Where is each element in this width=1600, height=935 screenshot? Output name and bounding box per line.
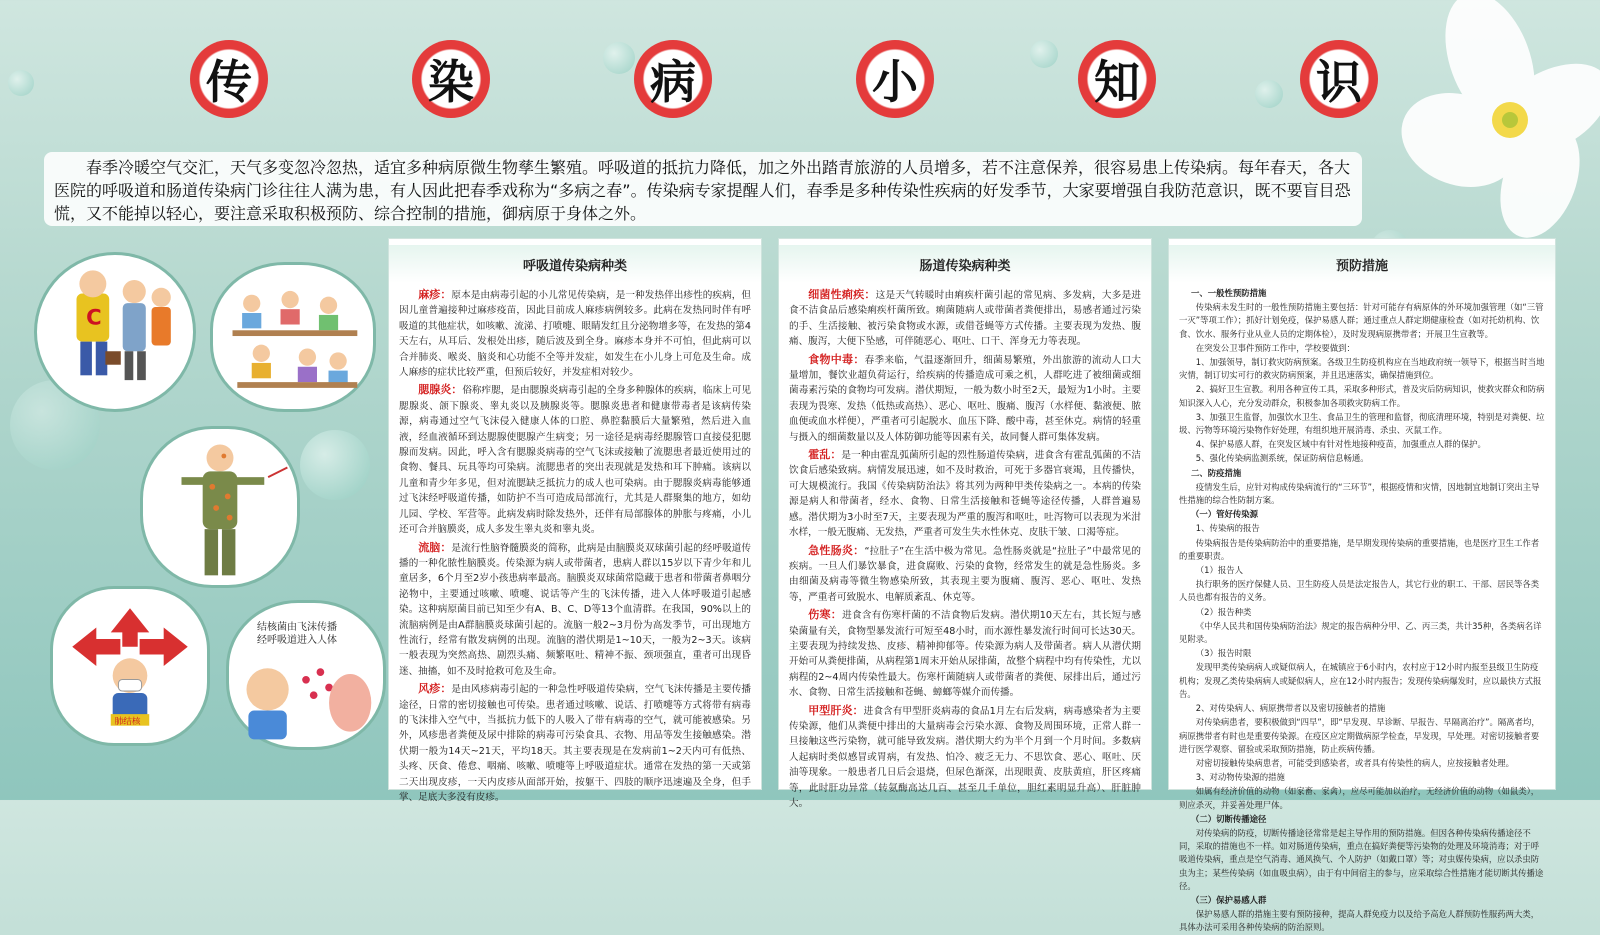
prevention-item: 2、搞好卫生宣教。利用各种宣传工具，采取多种形式，普及灾后防病知识，使救灾群众和防病知识深入人心，充分发动群众，积极参加各项救灾防病工作。 bbox=[1179, 384, 1545, 408]
disease-description: 这是天气转暖时由痢疾杆菌引起的常见病、多发病，大多是进食不洁食品后感染痢疾杆菌所致。痢菌随病人或带菌者粪便排出，易感者通过污染的手、生活接触、被污染食物或水源，或借苍蝇等方式传播。主要表现为发热、腹痛、腹泻，大便下坠感，可伴随恶心、呕吐、口干、浑身无力等表现。 bbox=[789, 290, 1142, 348]
disease-section bbox=[789, 703, 1141, 812]
flower-decoration bbox=[1340, 0, 1600, 260]
prevention-item: 3、加强卫生监督，加强饮水卫生、食品卫生的管理和监督，彻底清理环境，特别是对粪便、垃圾、污物等环境污染物作好处理，有组织地开展消毒、杀虫、灭鼠工作。 bbox=[1179, 411, 1545, 436]
disease-name: 风疹： bbox=[418, 682, 452, 696]
disease-section bbox=[789, 287, 1141, 350]
illustration-tb-transmission bbox=[226, 600, 386, 750]
panel-respiratory bbox=[388, 238, 762, 803]
prevention-item: 1、加强领导，制订救灾防病预案。各级卫生防疫机构应在当地政府统一领导下，根据当时当地灾情，制订切实可行的救灾防病预案，并且迅速落实，确保措施到位。 bbox=[1179, 357, 1545, 381]
prevention-item: 执行职务的医疗保健人员、卫生防疫人员是法定报告人，其它行业的职工、干部、居民等各类人员也都有报告的义务。 bbox=[1179, 579, 1540, 603]
disease-section bbox=[789, 543, 1141, 606]
panel-title: 肠道传染病种类 bbox=[779, 245, 1151, 283]
disease-description: 春季来临，气温逐渐回升，细菌易繁殖，外出旅游的流动人口大量增加，餐饮业超负荷运行，给疾病的传播造成可乘之机，人群吃进了被细菌或细菌毒素污染的食物均可发病。潜伏期短，一般为数小时至2天，最短为1小时。主要表现为畏寒、发热（低热或高热）、恶心、呕吐、腹痛、腹泻（水样便、黏液便、脓血便或血水样便），严重者可引起脱水、血压下降、酸中毒，甚至休克。病情的轻重与摄入的细菌数量以及人体防御功能等因素有关，故同餐人群可集体发病。 bbox=[789, 354, 1142, 443]
prevention-item: 在突发公卫事件预防工作中，学校要做到： bbox=[1195, 342, 1355, 353]
prevention-item: （一）管好传染源 bbox=[1191, 509, 1258, 520]
board-title bbox=[150, 40, 1430, 120]
title-char: 传 bbox=[190, 40, 268, 118]
prevention-item: 传染病报告是传染病防治中的重要措施，是早期发现传染病的重要措施，也是医疗卫生工作者的重要职责。 bbox=[1179, 537, 1540, 561]
disease-description: 原本是由病毒引起的小儿常见传染病，是一种发热伴出疹性的疾病，但因儿童普遍接种过麻疹疫苗，因此目前成人麻疹病例较多。此病在发热同时伴有呼吸道的其他症状，如咳嗽、流涕、打喷嚏、眼睛发红且分泌物增多等，在发热的第4天左右，从耳后、发根处出疹，随后波及到全身。麻疹本身并不可怕，但此病可以合并肺炎、喉炎、脑炎和心功能不全等并发症，如发生在小儿身上可危及生命。成人麻疹的症状比较严重，但预后较好，并发症相对较少。 bbox=[399, 290, 751, 379]
disease-name: 伤寒： bbox=[808, 608, 843, 622]
disease-section bbox=[399, 540, 751, 680]
disease-name: 流脑： bbox=[418, 540, 452, 554]
disease-section bbox=[789, 352, 1141, 445]
prevention-item: 疫情发生后，应针对构成传染病流行的“三环节”，根据疫情和灾情，因地制宜地制订突出主导性措施的综合性防制方案。 bbox=[1179, 481, 1540, 506]
decor-bubble bbox=[300, 430, 370, 500]
panel-intestinal bbox=[778, 238, 1152, 809]
panel-title: 预防措施 bbox=[1169, 245, 1555, 283]
pill-label: 肺结核 bbox=[114, 716, 141, 727]
disease-section bbox=[399, 382, 751, 537]
disease-name: 腮腺炎： bbox=[418, 383, 463, 397]
panel-body bbox=[399, 287, 751, 805]
prevention-item: 一、一般性预防措施 bbox=[1191, 288, 1267, 298]
prevention-item: 如属有经济价值的动物（如家畜、家禽），应尽可能加以治疗，无经济价值的动物（如鼠类），则应杀灭，并妥善处理尸体。 bbox=[1179, 786, 1540, 810]
disease-name: 麻疹： bbox=[418, 288, 452, 301]
disease-description: 进食含有甲型肝炎病毒的食品1月左右后发病，病毒感染者为主要传染源，他们从粪便中排出的大量病毒会污染水源、食物及周围环境，正常人群一旦接触这些污染物，就可能导致发病。潜伏期大约为半个月到一个月时间。多数病人起病时类似感冒或胃病，有发热、怕冷、疲乏无力、不思饮食、恶心、呕吐、厌油等现象。一般患者几日后会退烧，但尿色渐深，出现眼黄、皮肤黄疸，肝区疼痛等，此时肝功异常（转氨酶高达几百、甚至几千单位，胆红素明显升高）、肝脏肿大。 bbox=[789, 705, 1141, 809]
illustration-patient bbox=[140, 426, 300, 588]
title-char: 知 bbox=[1078, 40, 1156, 118]
disease-description: “拉肚子”在生活中极为常见。急性肠炎就是“拉肚子”中最常见的疾病。一旦人们暴饮暴食，进食腐败、污染的食物，经常发生的就是急性肠炎。多由细菌及病毒等微生物感染所致，其表现主要为腹痛、腹泻、恶心、呕吐、发热等，严重者可致脱水、电解质紊乱、休克等。 bbox=[789, 545, 1141, 603]
prevention-item: （2）报告种类 bbox=[1195, 606, 1252, 617]
disease-name: 食物中毒： bbox=[808, 352, 865, 366]
prevention-item: （二）切断传播途径 bbox=[1191, 813, 1267, 824]
prevention-item: 对传染病患者，要积极做到“四早”，即“早发现、早诊断、早报告、早隔离治疗”。隔离者均，病原携带者有时也是重要传染源。在疫区应定期做病原学检查，早发现，早处理。对密切接触者要进行医学观察、留验或采取预防措施，防止疾病传播。 bbox=[1179, 717, 1540, 754]
intro-paragraph: 春季冷暖空气交汇，天气多变忽冷忽热，适宜多种病原微生物孳生繁殖。呼吸道的抵抗力降低，加之外出踏青旅游的人员增多，若不注意保养，很容易患上传染病。每年春天，各大医院的呼吸道和肠道传染病门诊往往人满为患，有人因此把春季戏称为“多病之春”。传染病专家提醒人们，春季是多种传染性疾病的好发季节，大家要增强自我防范意识，既不要盲目恐慌，又不能掉以轻心，要注意采取积极预防、综合控制的措施，御病原于身体之外。 bbox=[44, 152, 1362, 226]
disease-name: 细菌性痢疾： bbox=[808, 288, 876, 301]
panel-prevention bbox=[1168, 238, 1556, 933]
prevention-item: 对密切接触传染病患者，可能受到感染者，或者具有传染性的病人，应按接触者处理。 bbox=[1195, 757, 1515, 768]
prevention-item: （1）报告人 bbox=[1195, 565, 1243, 576]
disease-description: 是一种由霍乱弧菌所引起的烈性肠道传染病，进食含有霍乱弧菌的不洁饮食后感染致病。病情发展迅速，如不及时救治，可死于多器官衰竭，且传播快，可大规模流行。我国《传染病防治法》将其列为两种甲类传染病之一。本病的传染源是病人和带菌者，经水、食物、日常生活接触和苍蝇等途径传播，人群普遍易感。潜伏期为3小时至7天，主要表现为严重的腹泻和呕吐，吐泻物可以表现为米泔水样，一般无腹痛、无发热，严重者可发生失水性休克、皮肤干皱、口渴等症。 bbox=[789, 450, 1141, 539]
panel-body bbox=[1179, 287, 1545, 935]
title-char: 病 bbox=[634, 40, 712, 118]
title-char: 染 bbox=[412, 40, 490, 118]
prevention-item: 对传染病的防疫，切断传播途径常常是起主导作用的预防措施。但因各种传染病传播途径不同，采取的措施也不一样。如对肠道传染病，重点在搞好粪便等污染物的处理及环境消毒；对于呼吸道传染病，重点是空气消毒、通风换气、个人防护（如戴口罩）等；对虫媒传染病，应以杀虫防虫为主；某些传染病（如血吸虫病），由于有中间宿主的参与，应采取综合性措施才能切断其传播途径。 bbox=[1179, 827, 1544, 891]
decor-bubble bbox=[8, 70, 34, 96]
illustration-cold bbox=[34, 252, 196, 412]
disease-section bbox=[789, 607, 1141, 700]
disease-section bbox=[789, 447, 1141, 540]
illustration-classroom bbox=[210, 262, 376, 412]
prevention-item: （三）保护易感人群 bbox=[1191, 894, 1267, 905]
prevention-item: 二、防疫措施 bbox=[1191, 467, 1242, 478]
disease-name: 急性肠炎： bbox=[808, 543, 865, 557]
prevention-item: 4、保护易感人群，在突发区域中有针对性地接种疫苗，加强重点人群的保护。 bbox=[1195, 439, 1486, 450]
disease-section bbox=[399, 681, 751, 805]
panel-title: 呼吸道传染病种类 bbox=[389, 245, 761, 283]
illustration-mask bbox=[50, 586, 210, 746]
tb-caption: 结核菌由飞沫传播 经呼吸道进入人体 bbox=[257, 622, 337, 646]
prevention-item: 发现甲类传染病病人或疑似病人，在城镇应于6小时内，农村应于12小时内报至县级卫生防疫机构；发现乙类传染病病人或疑似病人，应在12小时内报告；发现传染病爆发时，应以最快方式报告。 bbox=[1179, 662, 1542, 699]
title-char: 识 bbox=[1300, 40, 1378, 118]
svg-text:C: C bbox=[86, 304, 102, 330]
prevention-item: 1、传染病的报告 bbox=[1195, 523, 1260, 534]
disease-description: 是流行性脑脊髓膜炎的简称，此病是由脑膜炎双球菌引起的经呼吸道传播的一种化脓性脑膜炎。传染源为病人或带菌者，患病人群以15岁以下青少年和儿童居多，6个月至2岁小孩患病率最高。脑膜炎双球菌常隐藏于患者和带菌者鼻咽分泌物中，主要通过咳嗽、喷嚏、说话等产生的飞沫传播，进入人体呼吸道引起感染。这种病原菌目前已知至少有A、B、C、D等13个血清群。在我国，90%以上的流脑病例是由A群脑膜炎球菌引起的。流脑一般2~3月份为高发季节，可出现地方性流行，经常有散发病例的出现。流脑的潜伏期是1~10天，一般为2~3天。该病一般表现为突然高热、剧烈头痛、频繁呕吐、精神不振、颈项强直，重者可出现昏迷、抽搐，如不及时抢救可危及生命。 bbox=[399, 542, 751, 677]
prevention-item: （3）报告时限 bbox=[1195, 648, 1252, 659]
disease-description: 进食含有伤寒杆菌的不洁食物后发病。潜伏期10天左右，其长短与感染菌量有关，食物型暴发流行可短至48小时，而水源性暴发流行时间可长达30天。主要表现为持续发热、皮疹、精神抑郁等。传染源为病人及带菌者。病人从潜伏期开始可从粪便排菌，从病程第1周末开始从尿排菌，故整个病程中均有传染性，尤以病程的2~4周内传染性最大。伤寒杆菌随病人或带菌者的粪便、尿排出后，通过污水、食物、日常生活接触和苍蝇、蟑螂等媒介而传播。 bbox=[789, 610, 1141, 699]
panel-body bbox=[789, 287, 1141, 811]
title-char: 小 bbox=[856, 40, 934, 118]
prevention-item: 5、强化传染病监测系统，保证防病信息畅通。 bbox=[1195, 453, 1369, 464]
prevention-item: 保护易感人群的措施主要有预防接种，提高人群免疫力以及给予高危人群预防性服药两大类，具体办法可采用各种传染病的防治原则。 bbox=[1179, 909, 1540, 933]
disease-name: 甲型肝炎： bbox=[808, 703, 864, 717]
prevention-item: 3、对动物传染源的措施 bbox=[1195, 772, 1285, 783]
disease-description: 是由风疹病毒引起的一种急性呼吸道传染病，空气飞沫传播是主要传播途径，日常的密切接触也可传染。患者通过咳嗽、说话、打喷嚏等方式将带有病毒的飞沫排入空气中，当抵抗力低下的人吸入了带有病毒的空气，就可能被感染。另外，风疹患者粪便及尿中排除的病毒可污染食具、衣物、用品等发生接触感染。潜伏期一般为14天~21天，平均18天。其主要表现是在发病前1~2天内可有低热、头疼、厌食、倦怠、咽痛、咳嗽、喷嚏等上呼吸道症状。通常在发热的第一天或第二天出现皮疹，一天内皮疹从面部开始，按躯干、四肢的顺序迅速遍及全身，但手掌、足底大多没有皮疹。 bbox=[399, 684, 751, 803]
prevention-item: 《中华人民共和国传染病防治法》规定的报告病种分甲、乙、丙三类，共计35种，各类病名详见附录。 bbox=[1179, 620, 1542, 645]
prevention-item: 2、对传染病人、病原携带者以及密切接触者的措施 bbox=[1195, 703, 1386, 714]
disease-section bbox=[399, 287, 751, 380]
disease-description: 俗称痄腮，是由腮腺炎病毒引起的全身多种腺体的疾病，临床上可见腮腺炎、颌下腺炎、睾丸炎以及胰腺炎等。腮腺炎患者和健康带毒者是该病传染源，病毒通过空气飞沫侵入健康人体的口腔、鼻腔黏膜后大量繁殖，然后进入血液，经血液循环到达腮腺使腮腺产生病变；另一途径是病毒经腮腺管口直接侵犯腮腺而发病。因此，呼入含有腮腺炎病毒的空气飞沫或接触了流腮患者最近使用过的食物、餐具、玩具等均可染病。流腮患者的突出表现就是发热和耳下肿痛。该病以儿童和青少年多见，但对流腮缺乏抵抗力的成人也可染病。由于腮腺炎病毒能够通过飞沫经呼吸道传播，如防护不当可造成局部流行，尤其是人群聚集的地方，如幼儿园、学校、军营等。此病发病时除发热外，还伴有局部腺体的肿胀与疼痛，小儿还可合并脑膜炎，成人多发生睾丸炎和睾丸炎。 bbox=[399, 385, 752, 536]
prevention-item: 传染病未发生时的一般性预防措施主要包括：针对可能存有病原体的外环境加强管理（如“三管一灭”等项工作）；抓好计划免疫，保护易感人群；通过重点人群定期健康检查（如对托幼机构、饮食、饮水、服务行业从业人员的定期体检），及时发现病原携带者；开展卫生宣教等。 bbox=[1179, 302, 1544, 339]
disease-name: 霍乱： bbox=[808, 448, 842, 462]
